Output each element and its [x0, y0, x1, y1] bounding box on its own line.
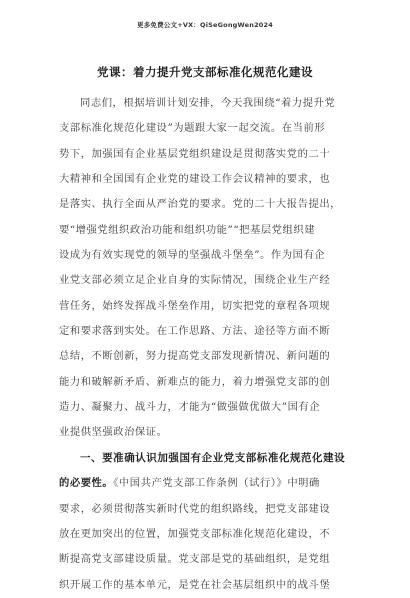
paragraph-line: 是落实、执行全面从严治党的要求。党的二十大报告提出， — [59, 198, 342, 211]
paragraph-line: 总结，不断创新，努力提高党支部发现新情况、新问题的 — [59, 350, 331, 363]
paragraph-line: 同志们，根据培训计划安排，今天我围绕“着力提升党 — [80, 97, 336, 109]
paragraph-line: 营任务，始终发挥战斗堡垒作用，切实把党的章程各项规 — [59, 299, 331, 312]
paragraph-line: 定和要求落到实处。在工作思路、方法、途径等方面不断 — [59, 325, 331, 338]
header-note: 更多免费公文+VX：QiSeGongWen2024 — [137, 21, 273, 29]
paragraph-line: 设成为有效实现党的领导的坚强战斗堡垒”。作为国有企 — [59, 249, 326, 262]
document-body — [59, 91, 350, 598]
paragraph-line: 支部标准化规范化建设”为题跟大家一起交流。在当前形 — [59, 122, 326, 135]
paragraph-line: 要“增强党组织政治功能和组织功能”“把基层党组织建 — [59, 223, 316, 236]
paragraph-line: 大精神和全国国有企业党的建设工作会议精神的要求，也 — [59, 173, 331, 186]
section-heading-tail: 的必要性。 — [59, 477, 114, 490]
paragraph-line: 业提供坚强政治保证。 — [59, 426, 168, 439]
paragraph-text: 《中国共产党支部工作条例（试行）》中明确 — [113, 477, 320, 490]
paragraph-line: 织开展工作的基本单元，是党在社会基层组织中的战斗堡 — [59, 578, 331, 591]
section-heading: 一、要准确认识加强国有企业党支部标准化规范化建设 — [80, 451, 346, 464]
paragraph-line: 要求，必须贯彻落实新时代党的组织路线，把党支部建设 — [59, 502, 331, 515]
paragraph-line: 放在更加突出的位置，加强党支部标准化规范化建设，不 — [59, 527, 331, 540]
paragraph-line: 断提高党支部建设质量。党支部是党的基础组织，是党组 — [59, 553, 331, 566]
paragraph-line: 业党支部必须立足企业自身的实际情况，围绕企业生产经 — [59, 274, 331, 287]
paragraph-line: 势下，加强国有企业基层党组织建设是贯彻落实党的二十 — [59, 147, 331, 160]
paragraph-line — [59, 471, 350, 496]
paragraph-line: 造力、凝聚力、战斗力，才能为“做强做优做大”国有企 — [59, 401, 321, 414]
document-title: 党课：着力提升党支部标准化规范化建设 — [97, 65, 313, 79]
paragraph-line: 能力和破解新矛盾、新难点的能力，着力增强党支部的创 — [59, 375, 331, 388]
